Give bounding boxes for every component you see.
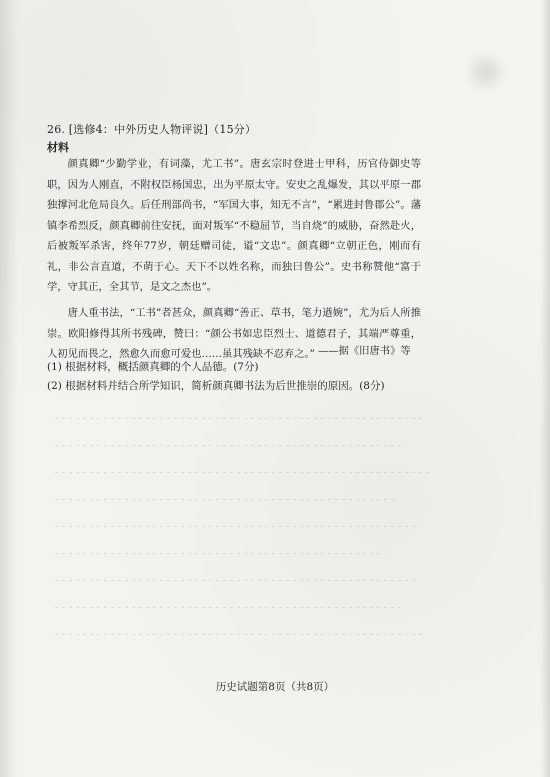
material-paragraph-2: 唐人重书法，“工书”者甚众，颜真卿“善正、草书，笔力遒婉”，尤为后人所推崇。欧阳修得其所书残碑，赞曰：“颜公书如忠臣烈士、道德君子，其端严尊重，人初见而畏之，然愈久而愈可爱也……虽其残缺不忍弃之。” <box>47 307 421 360</box>
scan-shadow-right <box>540 0 550 777</box>
material-paragraph-1: 颜真卿“少勤学业，有词藻，尤工书”。唐玄宗时登进士甲科，历官侍御史等职，因为人刚直，不附权臣杨国忠，出为平原太守。安史之乱爆发，其以平原一郡独撑河北危局良久。后任刑部尚书，“军国大事，知无不言”，“累进封鲁郡公”。藩镇李希烈反，颜真卿前往安抚，面对叛军“不稳屈节，当自烧”的威胁，奋然赴火，后被叛军杀害，终年77岁，朝廷赠司徒，谥“文忠”。颜真卿“立朝正色，刚而有礼，非公言直道，不萌于心。天下不以姓名称，而独曰鲁公”。史书称赞他“富于学，守其正，全其节，是文之杰也”。 <box>47 158 421 293</box>
answer-area <box>55 400 445 670</box>
bleed-through-line <box>55 580 415 581</box>
sub-question-2: (2) 根据材料并结合所学知识，简析颜真卿书法为后世推崇的原因。(8分) <box>47 380 385 392</box>
bleed-through-line <box>55 553 385 554</box>
page-footer: 历史试题第8页（共8页） <box>215 681 335 693</box>
bleed-through-line <box>55 526 420 527</box>
question-title: 26. [选修4：中外历史人物评说]（15分） <box>47 123 257 136</box>
bleed-through-line <box>55 499 395 500</box>
scan-shadow-left <box>0 0 18 777</box>
scan-smudge <box>462 52 510 92</box>
material-source: ——据《旧唐书》等 <box>318 345 411 357</box>
bleed-through-line <box>55 472 430 473</box>
material-label: 材料 <box>47 141 69 154</box>
bleed-through-line <box>55 634 425 635</box>
bleed-through-line <box>55 418 425 419</box>
bleed-through-line <box>55 607 400 608</box>
bleed-through-line <box>55 445 405 446</box>
sub-question-1: (1) 根据材料，概括颜真卿的个人品德。(7分) <box>47 361 259 373</box>
